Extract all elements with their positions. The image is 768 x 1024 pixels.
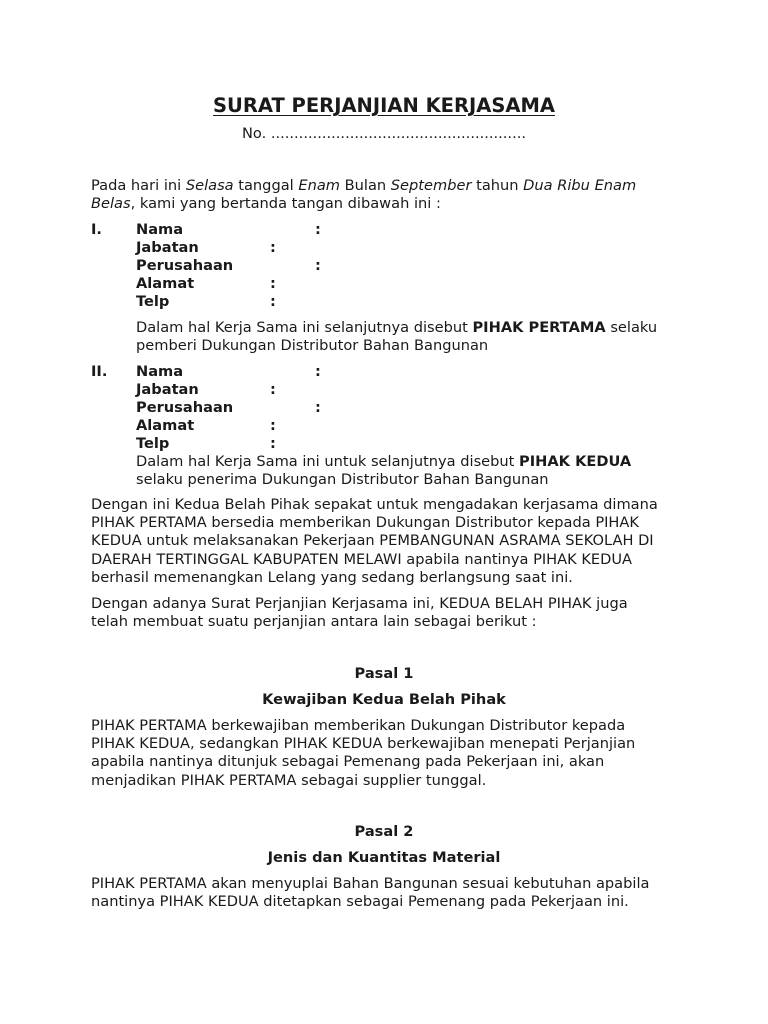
document-number: No. ....................................................... [241,125,526,142]
agreement-line: PIHAK PERTAMA bersedia memberikan Dukungan Distributor kepada PIHAK [91,514,639,532]
intro-text-5: , kami yang bertanda tangan dibawah ini : [130,195,441,213]
party2-desc-text-a: Dalam hal Kerja Sama ini untuk selanjutnya disebut [136,453,520,470]
intro-paragraph [91,177,677,213]
intro-text-1: Pada hari ini [91,177,186,194]
party1-field-jabatan: Jabatan [136,239,199,256]
party2-colon-perusahaan: : [315,399,321,416]
party1-field-perusahaan: Perusahaan [136,257,234,274]
terms-paragraph [91,595,677,631]
party1-desc-text-a: Dalam hal Kerja Sama ini selanjutnya disebut [136,319,473,336]
intro-text-4: tahun [471,177,524,194]
party2-colon-alamat: : [270,417,276,434]
intro-month: September [390,177,472,194]
party1-description [136,319,677,355]
party2-colon-telp: : [270,435,276,452]
intro-day: Selasa [185,177,234,194]
party2-field-alamat: Alamat [136,417,195,434]
pasal1-line: menjadikan PIHAK PERTAMA sebagai supplier tunggal. [91,771,487,789]
party1-colon-alamat: : [270,275,276,292]
party1-colon-nama: : [315,221,321,238]
party1-designation: PIHAK PERTAMA [472,319,606,336]
party1-numeral: I. [91,221,102,238]
agreement-line: berhasil memenangkan Lelang yang sedang berlangsung saat ini. [91,568,573,586]
party2-colon-jabatan: : [270,381,276,398]
intro-text-3: Bulan [339,177,391,194]
party2-field-nama: Nama [136,363,184,380]
party2-designation: PIHAK KEDUA [519,453,632,470]
pasal1-line: PIHAK KEDUA, sedangkan PIHAK KEDUA berkewajiban menepati Perjanjian [91,735,636,753]
party2-field-telp: Telp [136,435,170,452]
agreement-line: DAERAH TERTINGGAL KABUPATEN MELAWI apabila nantinya PIHAK KEDUA [91,550,633,568]
party1-desc-text-b: selaku [605,319,658,336]
party1-field-alamat: Alamat [136,275,195,292]
terms-line: telah membuat suatu perjanjian antara lain sebagai berikut : [91,613,537,631]
party1-colon-telp: : [270,293,276,310]
pasal2-line: nantinya PIHAK KEDUA ditetapkan sebagai Pemenang pada Pekerjaan ini. [91,893,629,911]
intro-year-a: Dua Ribu Enam [523,177,637,194]
document-title: SURAT PERJANJIAN KERJASAMA [213,94,555,117]
party1-colon-perusahaan: : [315,257,321,274]
pasal2-body [91,875,677,911]
pasal1-line: PIHAK PERTAMA berkewajiban memberikan Dukungan Distributor kepada [91,717,626,734]
intro-date: Enam [298,177,340,194]
party2-colon-nama: : [315,363,321,380]
pasal2-line: PIHAK PERTAMA akan menyuplai Bahan Bangunan sesuai kebutuhan apabila [91,875,650,892]
party2-description [136,453,677,489]
pasal1-heading: Pasal 1 [354,665,414,682]
party2-numeral: II. [91,363,108,380]
party2-field-jabatan: Jabatan [136,381,199,398]
intro-text-2: tanggal [233,177,299,194]
intro-year-b: Belas [91,195,131,213]
party1-desc-line-2: pemberi Dukungan Distributor Bahan Bangunan [136,337,489,355]
party2-desc-line-2: selaku penerima Dukungan Distributor Bahan Bangunan [136,471,549,489]
pasal2-subtitle: Jenis dan Kuantitas Material [267,849,501,866]
intro-line-1 [91,177,677,195]
agreement-paragraph [91,496,677,587]
party1-desc-line-1 [136,319,677,337]
agreement-line: KEDUA untuk melaksanakan Pekerjaan PEMBANGUNAN ASRAMA SEKOLAH DI [91,532,654,550]
agreement-line: Dengan ini Kedua Belah Pihak sepakat untuk mengadakan kerjasama dimana [91,496,658,513]
pasal1-line: apabila nantinya ditunjuk sebagai Pemenang pada Pekerjaan ini, akan [91,753,605,771]
party1-colon-jabatan: : [270,239,276,256]
terms-line: Dengan adanya Surat Perjanjian Kerjasama ini, KEDUA BELAH PIHAK juga [91,595,628,612]
pasal1-subtitle: Kewajiban Kedua Belah Pihak [262,691,506,708]
party2-field-perusahaan: Perusahaan [136,399,234,416]
pasal1-body [91,717,677,790]
pasal2-heading: Pasal 2 [354,823,414,840]
party1-field-nama: Nama [136,221,184,238]
party2-desc-line-1 [136,453,677,471]
intro-line-2 [91,195,677,213]
party1-field-telp: Telp [136,293,170,310]
